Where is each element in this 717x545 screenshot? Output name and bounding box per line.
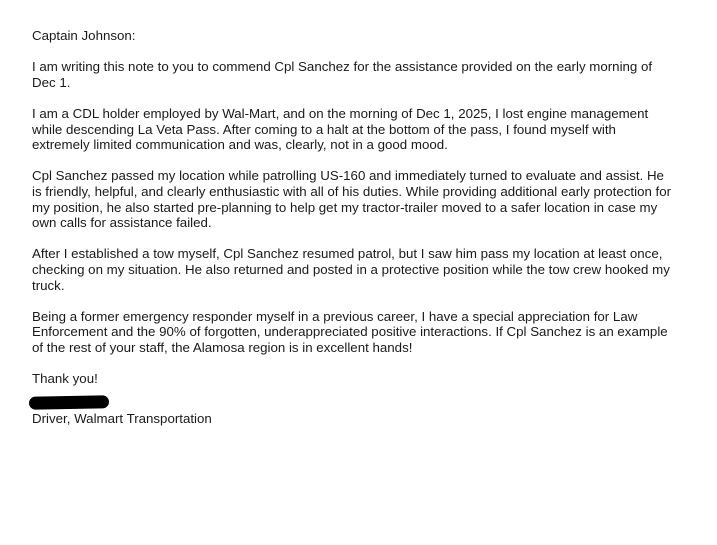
paragraph-assistance: Cpl Sanchez passed my location while patrolling US-160 and immediately turned to evaluate and assist. He is friendly, helpful, and clearly enthusiastic with all of his duties. While providing additional early protection for my position, he also started pre-planning to help get my tractor-trailer moved to a safer location in case my own calls for assistance failed.: [32, 168, 672, 231]
closing: Thank you!: [32, 371, 98, 387]
paragraph-tow: After I established a tow myself, Cpl Sanchez resumed patrol, but I saw him pass my location at least once, checking on my situation. He also returned and posted in a protective position while the tow crew hooked my truck.: [32, 246, 670, 293]
redacted-signature-name: [29, 395, 109, 409]
salutation: Captain Johnson:: [32, 28, 136, 43]
paragraph-appreciation: Being a former emergency responder myself in a previous career, I have a special appreciation for Law Enforcement and the 90% of forgotten, underappreciated positive interactions. If Cpl Sanchez is an example of the rest of your staff, the Alamosa region is in excellent hands!: [32, 308, 668, 355]
signature-title: Driver, Walmart Transportation: [32, 410, 212, 426]
letter-document: [32, 28, 672, 426]
paragraph-incident: I am a CDL holder employed by Wal-Mart, and on the morning of Dec 1, 2025, I lost engine management while descending La Veta Pass. After coming to a halt at the bottom of the pass, I found myself with extremely limited communication and was, clearly, not in a good mood.: [32, 105, 649, 153]
paragraph-intro: I am writing this note to you to commend Cpl Sanchez for the assistance provided on the early morning of Dec 1.: [32, 59, 653, 90]
